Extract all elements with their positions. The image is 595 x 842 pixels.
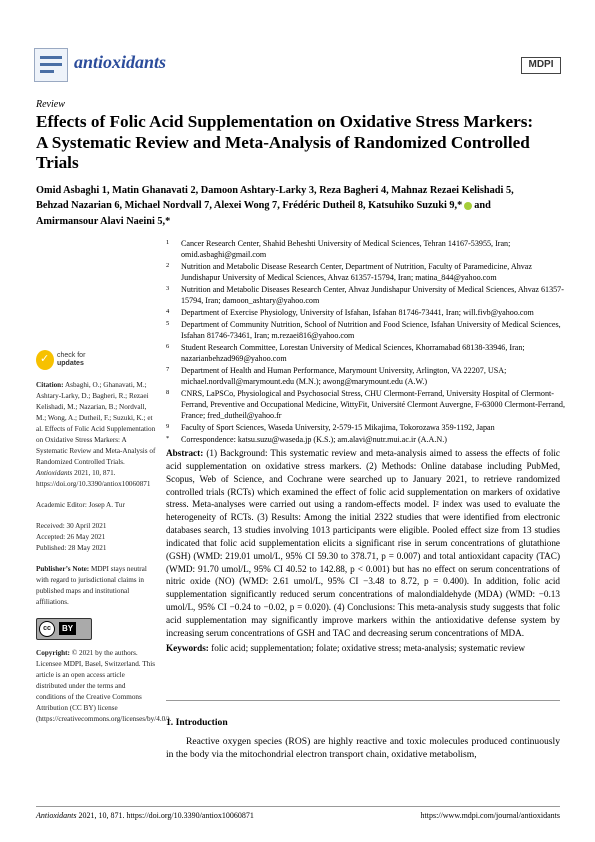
footer-journal-url[interactable]: https://www.mdpi.com/journal/antioxidants — [420, 811, 560, 820]
affiliation-item — [166, 307, 566, 318]
affiliation-text: Correspondence: katsu.suzu@waseda.jp (K.S.); am.alavi@nutr.mui.ac.ir (A.A.N.) — [181, 435, 447, 444]
affiliation-number: 9 — [166, 423, 170, 430]
author-line-3: Amirmansour Alavi Naeini 5,* — [36, 215, 171, 227]
affiliation-text: Faculty of Sport Sciences, Waseda University, 2-579-15 Mikajima, Tokorozawa 359-1192, Japan — [181, 423, 495, 432]
citation-ref[interactable]: 2021, 10, 871. https://doi.org/10.3390/antiox10060871 — [36, 469, 151, 488]
academic-editor: Academic Editor: Josep A. Tur — [36, 501, 125, 509]
copyright-block — [36, 648, 172, 725]
received-date: Received: 30 April 2021 — [36, 522, 107, 530]
abstract — [166, 447, 560, 640]
footer-journal: Antioxidants — [36, 811, 77, 820]
keywords — [166, 642, 560, 655]
affiliation-item — [166, 422, 566, 433]
journal-logo-icon — [34, 48, 68, 82]
citation-block — [36, 380, 157, 490]
copyright-text: © 2021 by the authors. Licensee MDPI, Basel, Switzerland. This article is an open access article distributed under the terms and conditions of the Creative Commons Attribution (CC BY) license (https://creativecommons.org/licenses/by/4.0/). — [36, 649, 172, 723]
affiliation-item — [166, 434, 566, 445]
abstract-label: Abstract: — [166, 448, 204, 458]
dates-block — [36, 521, 157, 554]
author-line-2 — [36, 198, 566, 213]
journal-name[interactable]: antioxidants — [74, 52, 167, 72]
publisher-note-label: Publisher’s Note: — [36, 565, 90, 573]
affiliation-item — [166, 238, 566, 260]
abstract-text: (1) Background: This systematic review and meta-analysis aimed to assess the effects of folic acid supplementation on oxidative stress markers. (2) Methods: Online database including PubMed, Scopus, Web of Science, and Cochrane were searched up to January 2021, to retrieve randomized controlled trials (RCTs) which examined the effect of folic acid supplementation on markers of oxidative stress. Meta-analyses were carried out using a random-effects model. I² index was used to evaluate the heterogeneity of RCTs. (3) Results: Among the initial 2322 studies that were identified from electronic databases search, 13 studies involving 1013 participants were eligible. Pooled effect size from 13 studies indicated that folic acid supplementation elicits a significant rise in serum concentrations of glutathione (GSH) (WMD: 219.01 umol/L, 95% CI 59.30 to 378.71, p = 0.007) and total antioxidant capacity (TAC) (WMD: 91.70 umol/L, 95% CI 40.52 to 142.88, p < 0.001) but has no effect on serum concentrations of nitric oxide (NO) (WMD: 2.61 umol/L, 95% CI −3.48 to 8.72, p = 0.400). In addition, folic acid supplementation significantly reduced serum concentrations of malondialdehyde (MDA) (WMD: −0.13 umol/L, 95% CI −0.24 to −0.02, p = 0.020). (4) Conclusions: This meta-analysis study suggests that folic acid supplementation may significantly improve markers within the antioxidative defense system by increasing serum concentrations of GSH and TAC and decreasing serum concentrations of MDA. — [166, 448, 560, 638]
affiliation-text: Nutrition and Metabolic Disease Research Center, Department of Nutrition, Faculty of Paramedicine, Ahvaz Jundishapur University of Medical Sciences, Ahvaz 61357-15794, Iran; matina_844@yahoo.com — [181, 262, 532, 282]
affiliation-text: Nutrition and Metabolic Diseases Research Center, Ahvaz Jundishapur University of Medical Sciences, Ahvaz 61357-15794, Iran; damoon_ashtary@yahoo.com — [181, 285, 564, 305]
author-list — [36, 183, 566, 229]
affiliation-text: Department of Exercise Physiology, University of Isfahan, Isfahan 81746-73441, Iran; will.fivb@yahoo.com — [181, 308, 534, 317]
introduction-text: Reactive oxygen species (ROS) are highly reactive and toxic molecules produced continuously in the body via the mitochondrial electron transport chain, oxidative metabolism, — [166, 736, 560, 761]
affiliation-text: CNRS, LaPSCo, Physiological and Psychosocial Stress, CHU Clermont-Ferrand, University Hospital of Clermont-Ferrand, Preventive and Occupational Medicine, WittyFit, Université Clermont Auvergne, F-63000 Clermont-Ferrand, France; fred_dutheil@yahoo.fr — [181, 389, 565, 420]
affiliation-number: 7 — [166, 366, 170, 373]
affiliation-number: 5 — [166, 320, 170, 327]
affiliation-text: Department of Community Nutrition, School of Nutrition and Food Science, Isfahan University of Medical Sciences, Isfahan 81746-73461, Iran; m.rezaei816@yahoo.com — [181, 320, 561, 340]
by-icon: BY — [59, 622, 76, 635]
citation-label: Citation: — [36, 381, 64, 389]
author-line-2-end: and — [474, 200, 491, 212]
section-divider — [166, 700, 560, 701]
footer-divider — [36, 806, 560, 807]
sidebar — [36, 380, 172, 735]
affiliation-number: 6 — [166, 343, 170, 350]
publisher-logo[interactable]: MDPI — [521, 57, 561, 74]
published-date: Published: 28 May 2021 — [36, 544, 107, 552]
affiliation-item — [166, 388, 566, 421]
keywords-text: folic acid; supplementation; folate; oxidative stress; meta-analysis; systematic review — [211, 643, 525, 653]
affiliation-number: 3 — [166, 285, 170, 292]
affiliation-item — [166, 342, 566, 364]
section-heading: 1. Introduction — [166, 717, 228, 728]
keywords-label: Keywords: — [166, 643, 209, 653]
publisher-note-text: MDPI stays neutral with regard to jurisdictional claims in published maps and institutional affiliations. — [36, 565, 147, 606]
affiliation-item — [166, 284, 566, 306]
author-line-1: Omid Asbaghi 1, Matin Ghanavati 2, Damoon Ashtary-Larky 3, Reza Bagheri 4, Mahnaz Rezaei Kelishadi 5, — [36, 185, 514, 196]
affiliation-text: Cancer Research Center, Shahid Beheshti University of Medical Sciences, Tehran 14167-53955, Iran; omid.asbaghi@gmail.com — [181, 239, 511, 259]
citation-journal: Antioxidants — [36, 469, 73, 477]
publisher-note — [36, 564, 157, 608]
affiliation-item — [166, 365, 566, 387]
check-updates-line2: updates — [57, 360, 84, 367]
affiliation-text: Department of Health and Human Performance, Marymount University, Arlington, VA 22207, USA; michael.nordvall@marymount.edu (M.N.); awong@marymount.edu (A.W.) — [181, 366, 507, 386]
affiliation-number: 8 — [166, 389, 170, 396]
affiliation-item — [166, 261, 566, 283]
cc-icon: cc — [39, 621, 55, 637]
affiliations — [166, 238, 566, 446]
copyright-label: Copyright: — [36, 649, 70, 657]
article-type: Review — [36, 99, 65, 110]
citation-text: Asbaghi, O.; Ghanavati, M.; Ashtary-Larky, D.; Bagheri, R.; Rezaei Kelishadi, M.; Nazarian, B.; Nordvall, M.; Wong, A.; Dutheil, F.; Suzuki, K.; et al. Effects of Folic Acid Supplementation on Oxidative Stress Markers: A Systematic Review and Meta-Analysis of Randomized Controlled Trials. — [36, 381, 156, 466]
affiliation-number: 2 — [166, 262, 170, 269]
author-line-2-names: Behzad Nazarian 6, Michael Nordvall 7, Alexei Wong 7, Frédéric Dutheil 8, Katsuhiko Suzuki 9,* — [36, 200, 463, 212]
affiliation-item — [166, 319, 566, 341]
affiliation-text: Student Research Committee, Lorestan University of Medical Sciences, Khorramabad 68138-33946, Iran; nazarianbehzad969@yahoo.com — [181, 343, 525, 363]
check-updates-line1: check for — [57, 352, 86, 359]
footer-ref[interactable]: 2021, 10, 871. https://doi.org/10.3390/antiox10060871 — [78, 811, 254, 820]
check-for-updates-button[interactable] — [36, 350, 116, 376]
cc-by-license-icon[interactable] — [36, 618, 92, 640]
affiliation-number: 1 — [166, 239, 170, 246]
orcid-icon[interactable] — [464, 202, 472, 210]
footer-citation — [36, 811, 254, 820]
article-title: Effects of Folic Acid Supplementation on Oxidative Stress Markers: A Systematic Review and Meta-Analysis of Randomized Controlled Trials — [36, 112, 534, 172]
check-updates-text — [57, 352, 85, 368]
accepted-date: Accepted: 26 May 2021 — [36, 533, 106, 541]
affiliation-number: * — [166, 435, 170, 442]
check-updates-icon — [36, 350, 54, 370]
affiliation-number: 4 — [166, 308, 170, 315]
